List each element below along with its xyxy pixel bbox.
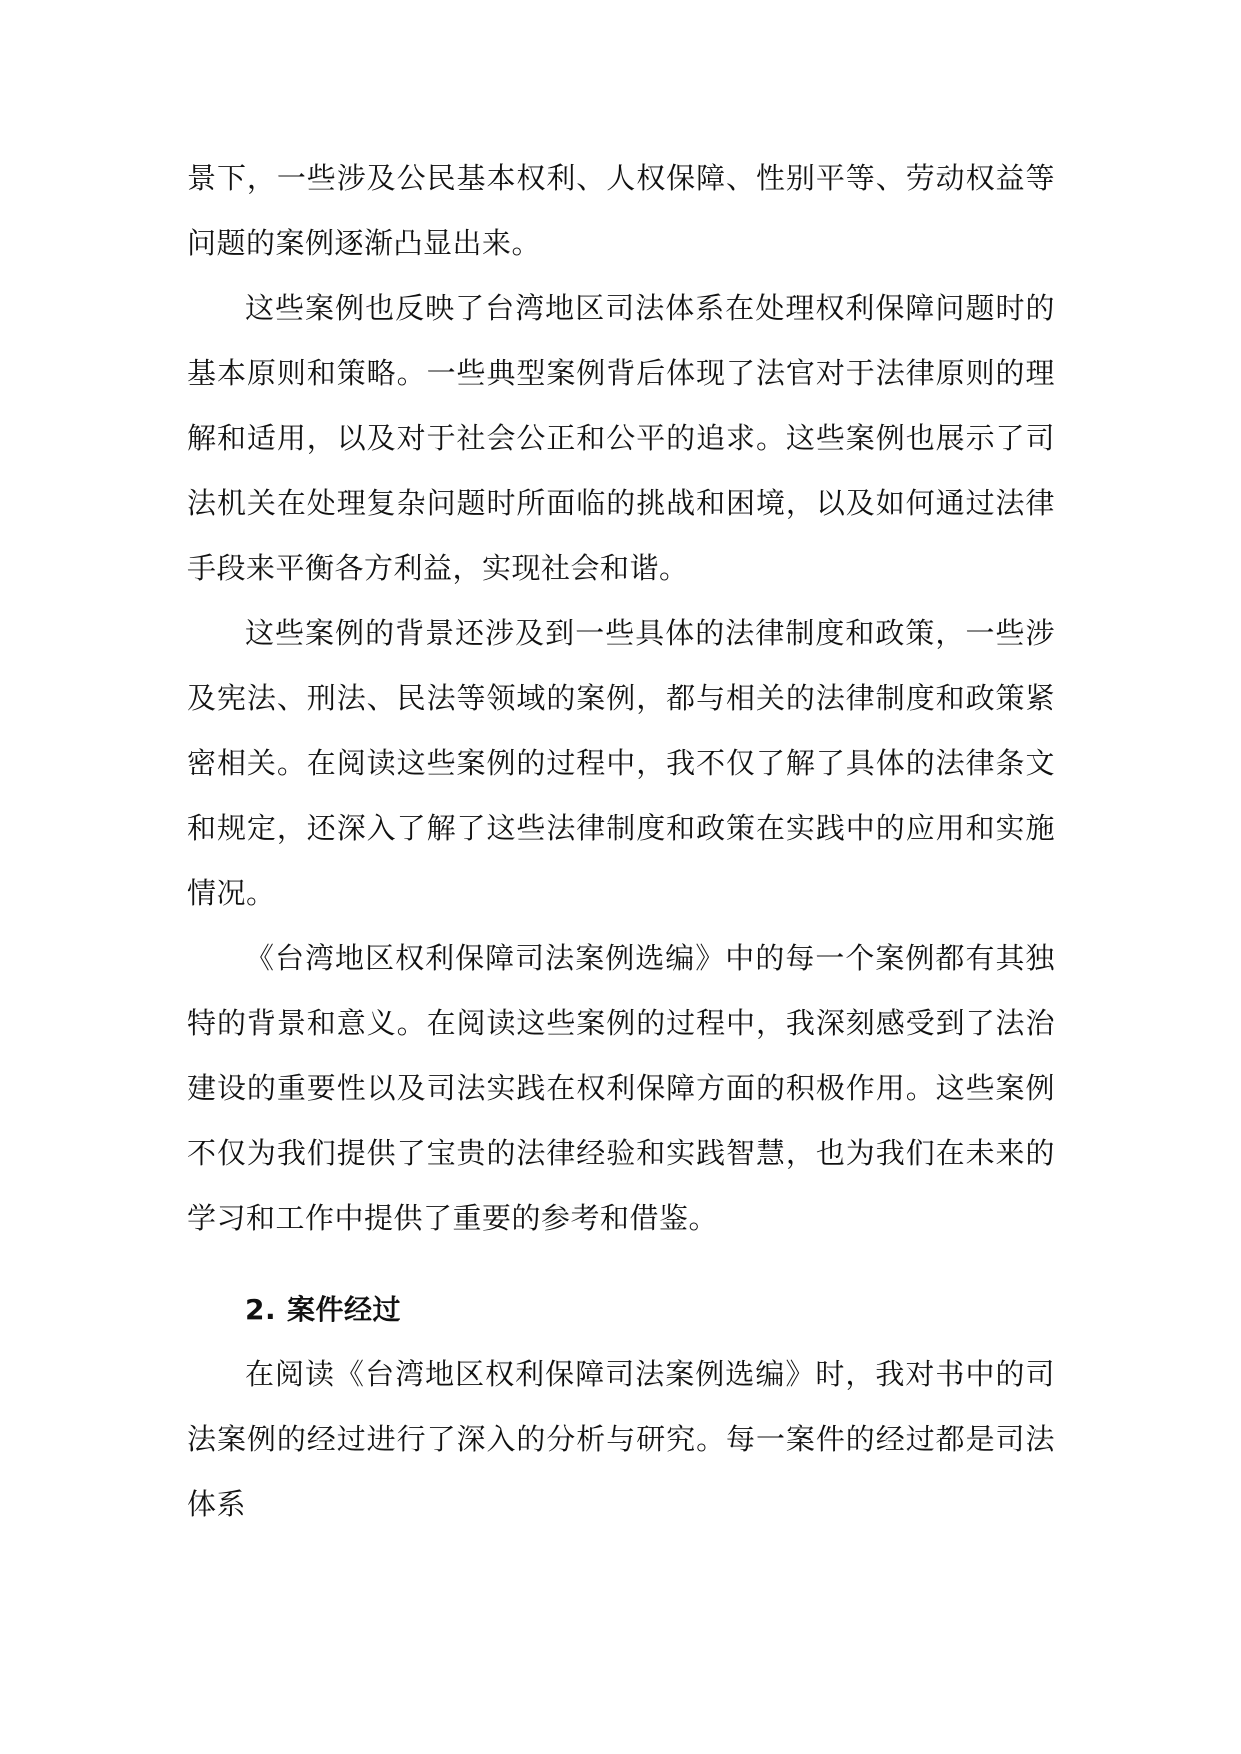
paragraph-continuation: 景下，一些涉及公民基本权利、人权保障、性别平等、劳动权益等问题的案例逐渐凸显出来。: [187, 161, 1055, 260]
paragraph: 在阅读《台湾地区权利保障司法案例选编》时，我对书中的司法案例的经过进行了深入的分析与研究。每一案件的经过都是司法体系: [187, 1357, 1055, 1521]
section-heading: [187, 1277, 1055, 1342]
paragraph: 《台湾地区权利保障司法案例选编》中的每一个案例都有其独特的背景和意义。在阅读这些案例的过程中，我深刻感受到了法治建设的重要性以及司法实践在权利保障方面的积极作用。这些案例不仅为我们提供了宝贵的法律经验和实践智慧，也为我们在未来的学习和工作中提供了重要的参考和借鉴。: [187, 941, 1055, 1235]
document-body: [187, 146, 1055, 1537]
paragraph: 这些案例的背景还涉及到一些具体的法律制度和政策，一些涉及宪法、刑法、民法等领域的案例，都与相关的法律制度和政策紧密相关。在阅读这些案例的过程中，我不仅了解了具体的法律条文和规定，还深入了解了这些法律制度和政策在实践中的应用和实施情况。: [187, 616, 1055, 910]
section-number: 2.: [245, 1293, 277, 1326]
section-title: 案件经过: [287, 1293, 402, 1326]
paragraph: 这些案例也反映了台湾地区司法体系在处理权利保障问题时的基本原则和策略。一些典型案例背后体现了法官对于法律原则的理解和适用，以及对于社会公正和公平的追求。这些案例也展示了司法机关在处理复杂问题时所面临的挑战和困境，以及如何通过法律手段来平衡各方利益，实现社会和谐。: [187, 291, 1055, 585]
